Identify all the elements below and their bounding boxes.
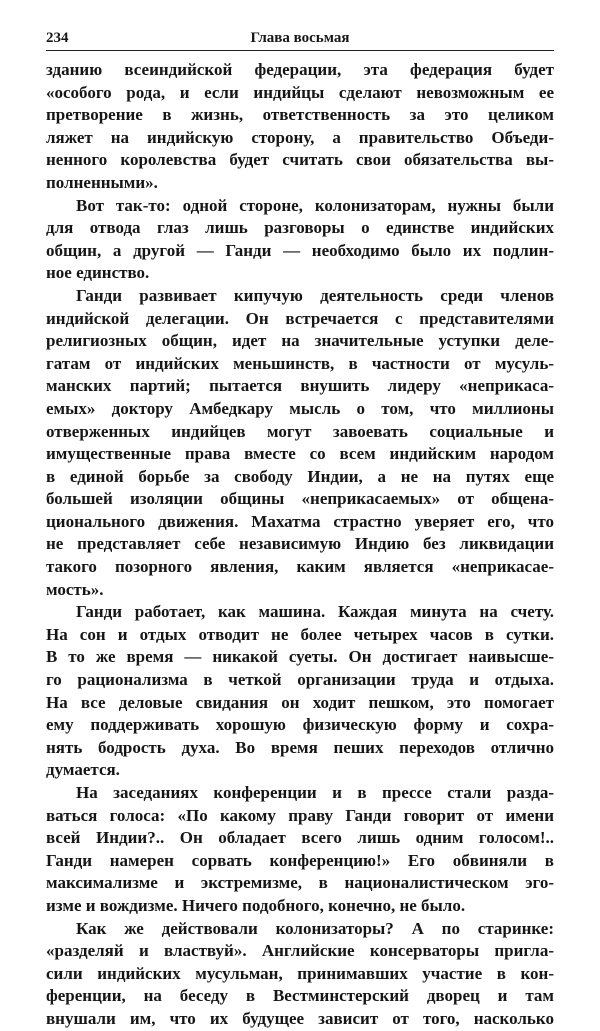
text-line: нять бодрость духа. Во время пеших переходов отлично (46, 737, 554, 757)
text-line: претворение в жизнь, ответственность за это целиком (46, 105, 554, 125)
text-line: Ганди намерен сорвать конференцию!» Его обвиняли в (46, 850, 554, 870)
text-line: На все деловые свидания он ходит пешком, это помогает (46, 692, 554, 712)
text-line: ваться голоса: «По какому праву Ганди говорит от имени (46, 805, 554, 825)
text-line: полненными». (46, 172, 158, 192)
text-line: имущественные права вместе со всем индийским народом (46, 444, 554, 464)
text-line: «разделяй и властвуй». Английские консерваторы пригла- (46, 941, 554, 961)
text-line: гатам от индийских меньшинств, в частности от мусуль- (46, 353, 554, 373)
paragraph (46, 285, 554, 601)
text-line: внушали им, что их будущее зависит от того, насколько (46, 1008, 554, 1028)
text-line: изме и вождизме. Ничего подобного, конечно, не было. (46, 895, 466, 915)
text-line: В то же время — никакой суеты. Он достигает наивысше- (46, 647, 554, 667)
text-line: На заседаниях конференции и в прессе стали разда- (76, 783, 554, 802)
page-number: 234 (46, 30, 69, 46)
text-line: не представляет себе независимую Индию без ликвидации (46, 534, 554, 554)
paragraph (46, 195, 554, 285)
text-line: манских партий; пытается внушить лидеру «неприкаса- (46, 376, 554, 396)
text-line: ференции, на беседу в Вестминстерский дворец и там (46, 986, 554, 1006)
text-line: индийской делегации. Он встречается с представителями (46, 308, 554, 328)
text-line: Как же действовали колонизаторы? А по старинке: (76, 918, 554, 938)
text-line: общин, а другой — Ганди — необходимо было их подлин- (46, 240, 554, 260)
text-line: всей Индии?.. Он обладает всего лишь одним голосом!.. (46, 828, 554, 848)
text-line: ное единство. (46, 263, 150, 283)
text-line: Ганди работает, как машина. Каждая минута на счету. (76, 602, 554, 622)
text-line: На сон и отдых отводит не более четырех часов в сутки. (46, 624, 554, 644)
text-line: максимализме и экстремизме, в националистическом эго- (46, 873, 554, 893)
text-line: отверженных индийцев могут завоевать социальные и (46, 421, 554, 441)
text-line: го рационализма в четкой организации труда и отдыха. (46, 670, 554, 690)
text-line: емых» доктору Амбедкару мысль о том, что миллионы (46, 398, 554, 418)
book-page (46, 28, 554, 1031)
text-line: в единой борьбе за свободу Индии, а не на путях еще (46, 466, 554, 486)
text-line: ненного королевства будет считать свои обязательства вы- (46, 150, 554, 170)
text-line: ционального движения. Махатма страстно уверяет его, что (46, 511, 554, 531)
page-header (46, 28, 554, 51)
text-line: думается. (46, 760, 120, 780)
text-line: Вот так-то: одной стороне, колонизаторам, нужны были (76, 195, 554, 215)
text-line: для отвода глаз лишь разговоры о единстве индийских (46, 218, 554, 238)
paragraph (46, 59, 554, 195)
text-line: ляжет на индийскую сторону, а правительство Объеди- (46, 127, 554, 147)
text-line: религиозных общин, идет на значительные уступки деле- (46, 331, 554, 351)
text-line: Ганди развивает кипучую деятельность среди членов (76, 285, 554, 305)
text-line: сили индийских мусульман, принимавших участие в кон- (46, 963, 554, 983)
text-line: зданию всеиндийской федерации, эта федерация будет (46, 60, 554, 79)
text-line: такого позорного явления, каким является «неприкасае- (46, 557, 554, 577)
text-line: «особого рода, и если индийцы сделают невозможным ее (46, 82, 554, 102)
paragraph (46, 918, 554, 1031)
text-line: большей изоляции общины «неприкасаемых» от общена- (46, 489, 554, 509)
page-body (46, 59, 554, 1031)
paragraph (46, 601, 554, 782)
text-line: мость». (46, 579, 104, 599)
paragraph (46, 782, 554, 918)
text-line: ему поддерживать хорошую физическую форму и сохра- (46, 715, 554, 735)
chapter-title: Глава восьмая (250, 30, 350, 46)
